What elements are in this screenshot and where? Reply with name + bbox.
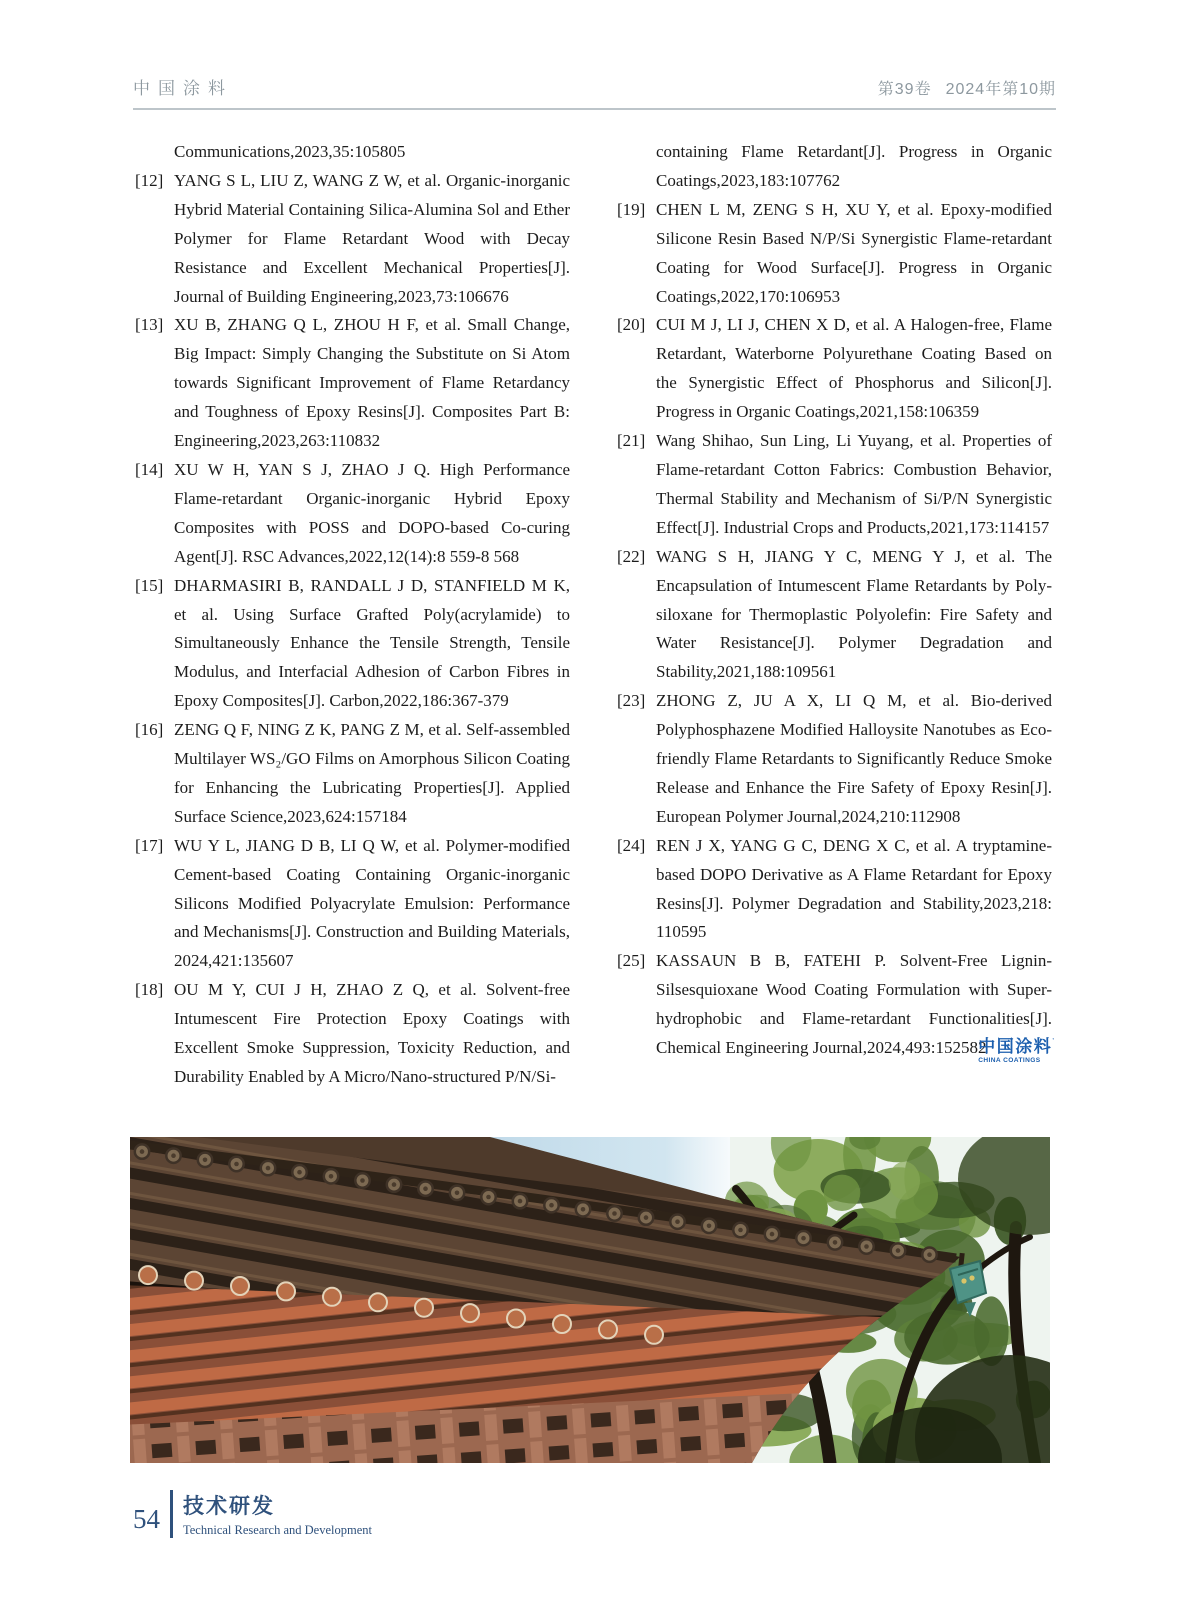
reference-text: OU M Y, CUI J H, ZHAO Z Q, et al. Solvent-free Intumescent Fire Protection Epoxy Coatings with Excellent Smoke Suppression, Toxicity Reduction, and Durability Enabled by A Micro/Nano-structured P/N/Si- bbox=[174, 980, 570, 1086]
reference-number: [12] bbox=[135, 170, 164, 190]
journal-logo bbox=[978, 1038, 1054, 1065]
reference-item bbox=[135, 456, 570, 572]
reference-number: [13] bbox=[135, 315, 164, 335]
reference-item bbox=[617, 138, 1052, 196]
reference-item bbox=[135, 572, 570, 717]
reference-item bbox=[617, 687, 1052, 832]
reference-number: [18] bbox=[135, 980, 164, 1000]
footer-section bbox=[183, 1490, 372, 1538]
reference-number: [22] bbox=[617, 546, 646, 566]
journal-title: 中国涂料 bbox=[133, 79, 233, 98]
reference-text: REN J X, YANG G C, DENG X C, et al. A tryptamine-based DOPO Derivative as A Flame Retardant for Epoxy Resins[J]. Polymer Degradation and Stability,2023,218: 110595 bbox=[656, 835, 1052, 942]
reference-number: [17] bbox=[135, 835, 164, 855]
reference-item bbox=[135, 311, 570, 456]
reference-text: XU W H, YAN S J, ZHAO J Q. High Performance Flame-retardant Organic-inorganic Hybrid Epoxy Composites with POSS and DOPO-based Co-curing Agent[J]. RSC Advances,2022,12(14):8 559-8 568 bbox=[174, 459, 570, 566]
reference-item bbox=[617, 427, 1052, 543]
logo-en-text: CHINA COATINGS bbox=[978, 1057, 1041, 1064]
reference-item bbox=[135, 976, 570, 1092]
page-number: 54 bbox=[133, 1503, 160, 1534]
reference-text: Wang Shihao, Sun Ling, Li Yuyang, et al. Properties of Flame-retardant Cotton Fabrics: Combustion Behavior, Thermal Stability and Mechanism of Si/P/N Synergistic Effect[J]. Industrial Crops and Products,2021,173:114157 bbox=[656, 431, 1052, 537]
reference-number: [24] bbox=[617, 835, 646, 855]
reference-number: [19] bbox=[617, 199, 646, 219]
reference-number: [23] bbox=[617, 691, 646, 711]
reference-number: [16] bbox=[135, 720, 164, 740]
reference-column-left bbox=[135, 138, 570, 1092]
reference-item bbox=[135, 832, 570, 977]
logo-trademark: ’ bbox=[1052, 1037, 1054, 1046]
reference-item bbox=[135, 138, 570, 167]
reference-item bbox=[135, 716, 570, 832]
section-title-cn: 技术研发 bbox=[183, 1495, 275, 1518]
issue-info bbox=[878, 76, 1056, 99]
photo-illustration bbox=[130, 1137, 1050, 1463]
reference-list bbox=[135, 138, 1052, 1092]
page-footer bbox=[133, 1490, 372, 1538]
photo-temple-eaves bbox=[130, 1137, 1050, 1463]
reference-text: containing Flame Retardant[J]. Progress in Organic Coatings,2023,183:107762 bbox=[656, 142, 1052, 190]
reference-text: XU B, ZHANG Q L, ZHOU H F, et al. Small Change, Big Impact: Simply Changing the Substitute on Si Atom towards Significant Improvement of Flame Retardancy and Toughness of Epoxy Resins[J]. Composites Part B: Engineering,2023,263:110832 bbox=[174, 315, 570, 451]
reference-item bbox=[617, 543, 1052, 688]
reference-number: [20] bbox=[617, 315, 646, 335]
reference-text: YANG S L, LIU Z, WANG Z W, et al. Organic-inorganic Hybrid Material Containing Silica-Alumina Sol and Ether Polymer for Flame Retardant Wood with Decay Resistance and Excellent Mechanical Properties[J]. Journal of Building Engineering,2023,73:106676 bbox=[174, 170, 570, 306]
reference-item bbox=[135, 167, 570, 312]
reference-number: [25] bbox=[617, 951, 646, 971]
reference-text: KASSAUN B B, FATEHI P. Solvent-Free Lignin-Silsesquioxane Wood Coating Formulation with Super-hydrophobic and Flame-retardant Functionalities[J]. Chemical Engineering Journal,2024,493:152582 bbox=[656, 951, 1052, 1058]
section-title-en: Technical Research and Development bbox=[183, 1523, 372, 1537]
reference-column-right bbox=[617, 138, 1052, 1092]
reference-number: [15] bbox=[135, 575, 164, 595]
reference-number: [14] bbox=[135, 459, 164, 479]
reference-text: WU Y L, JIANG D B, LI Q W, et al. Polymer-modified Cement-based Coating Containing Organic-inorganic Silicons Modified Polyacrylate Emulsion: Performance and Mechanisms[J]. Construction and Building Materials, 2024,421:135607 bbox=[174, 835, 570, 971]
reference-item bbox=[617, 311, 1052, 427]
reference-number: [21] bbox=[617, 431, 646, 451]
reference-item bbox=[617, 196, 1052, 312]
volume-label: 第39卷 bbox=[877, 81, 932, 98]
reference-text: ZENG Q F, NING Z K, PANG Z M, et al. Self-assembled Multilayer WS₂/GO Films on Amorphous Silicon Coating for Enhancing the Lubricating Properties[J]. Applied Surface Science,2023,624:157184 bbox=[174, 720, 570, 826]
reference-text: WANG S H, JIANG Y C, MENG Y J, et al. The Encapsulation of Intumescent Flame Retardants by Poly-siloxane for Thermoplastic Polyolefin: Fire Safety and Water Resistance[J]. Polymer Degradation and Stability,2021,188:109561 bbox=[656, 546, 1052, 682]
footer-divider bbox=[170, 1490, 173, 1538]
reference-text: DHARMASIRI B, RANDALL J D, STANFIELD M K, et al. Using Surface Grafted Poly(acrylamide) to Simultaneously Enhance the Tensile Strength, Tensile Modulus, and Interfacial Adhesion of Carbon Fibres in Epoxy Composites[J]. Carbon,2022,186:367-379 bbox=[174, 575, 570, 711]
reference-text: ZHONG Z, JU A X, LI Q M, et al. Bio-derived Polyphosphazene Modified Halloysite Nanotubes as Eco-friendly Flame Retardants to Significantly Reduce Smoke Release and Enhance the Fire Safety of Epoxy Resin[J]. European Polymer Journal,2024,210:112908 bbox=[656, 691, 1052, 826]
logo-cn-text: 中国涂料 bbox=[978, 1037, 1053, 1056]
page-header bbox=[133, 74, 1056, 110]
reference-text: Communications,2023,35:105805 bbox=[174, 142, 406, 161]
reference-text: CUI M J, LI J, CHEN X D, et al. A Halogen-free, Flame Retardant, Waterborne Polyurethane Coating Based on the Synergistic Effect of Phosphorus and Silicon[J]. Progress in Organic Coatings,2021,158:106359 bbox=[656, 315, 1052, 422]
reference-item bbox=[617, 832, 1052, 948]
reference-text: CHEN L M, ZENG S H, XU Y, et al. Epoxy-modified Silicone Resin Based N/P/Si Synergistic Flame-retardant Coating for Wood Surface[J]. Progress in Organic Coatings,2022,170:106953 bbox=[656, 199, 1052, 306]
issue-label: 2024年第10期 bbox=[945, 81, 1056, 98]
